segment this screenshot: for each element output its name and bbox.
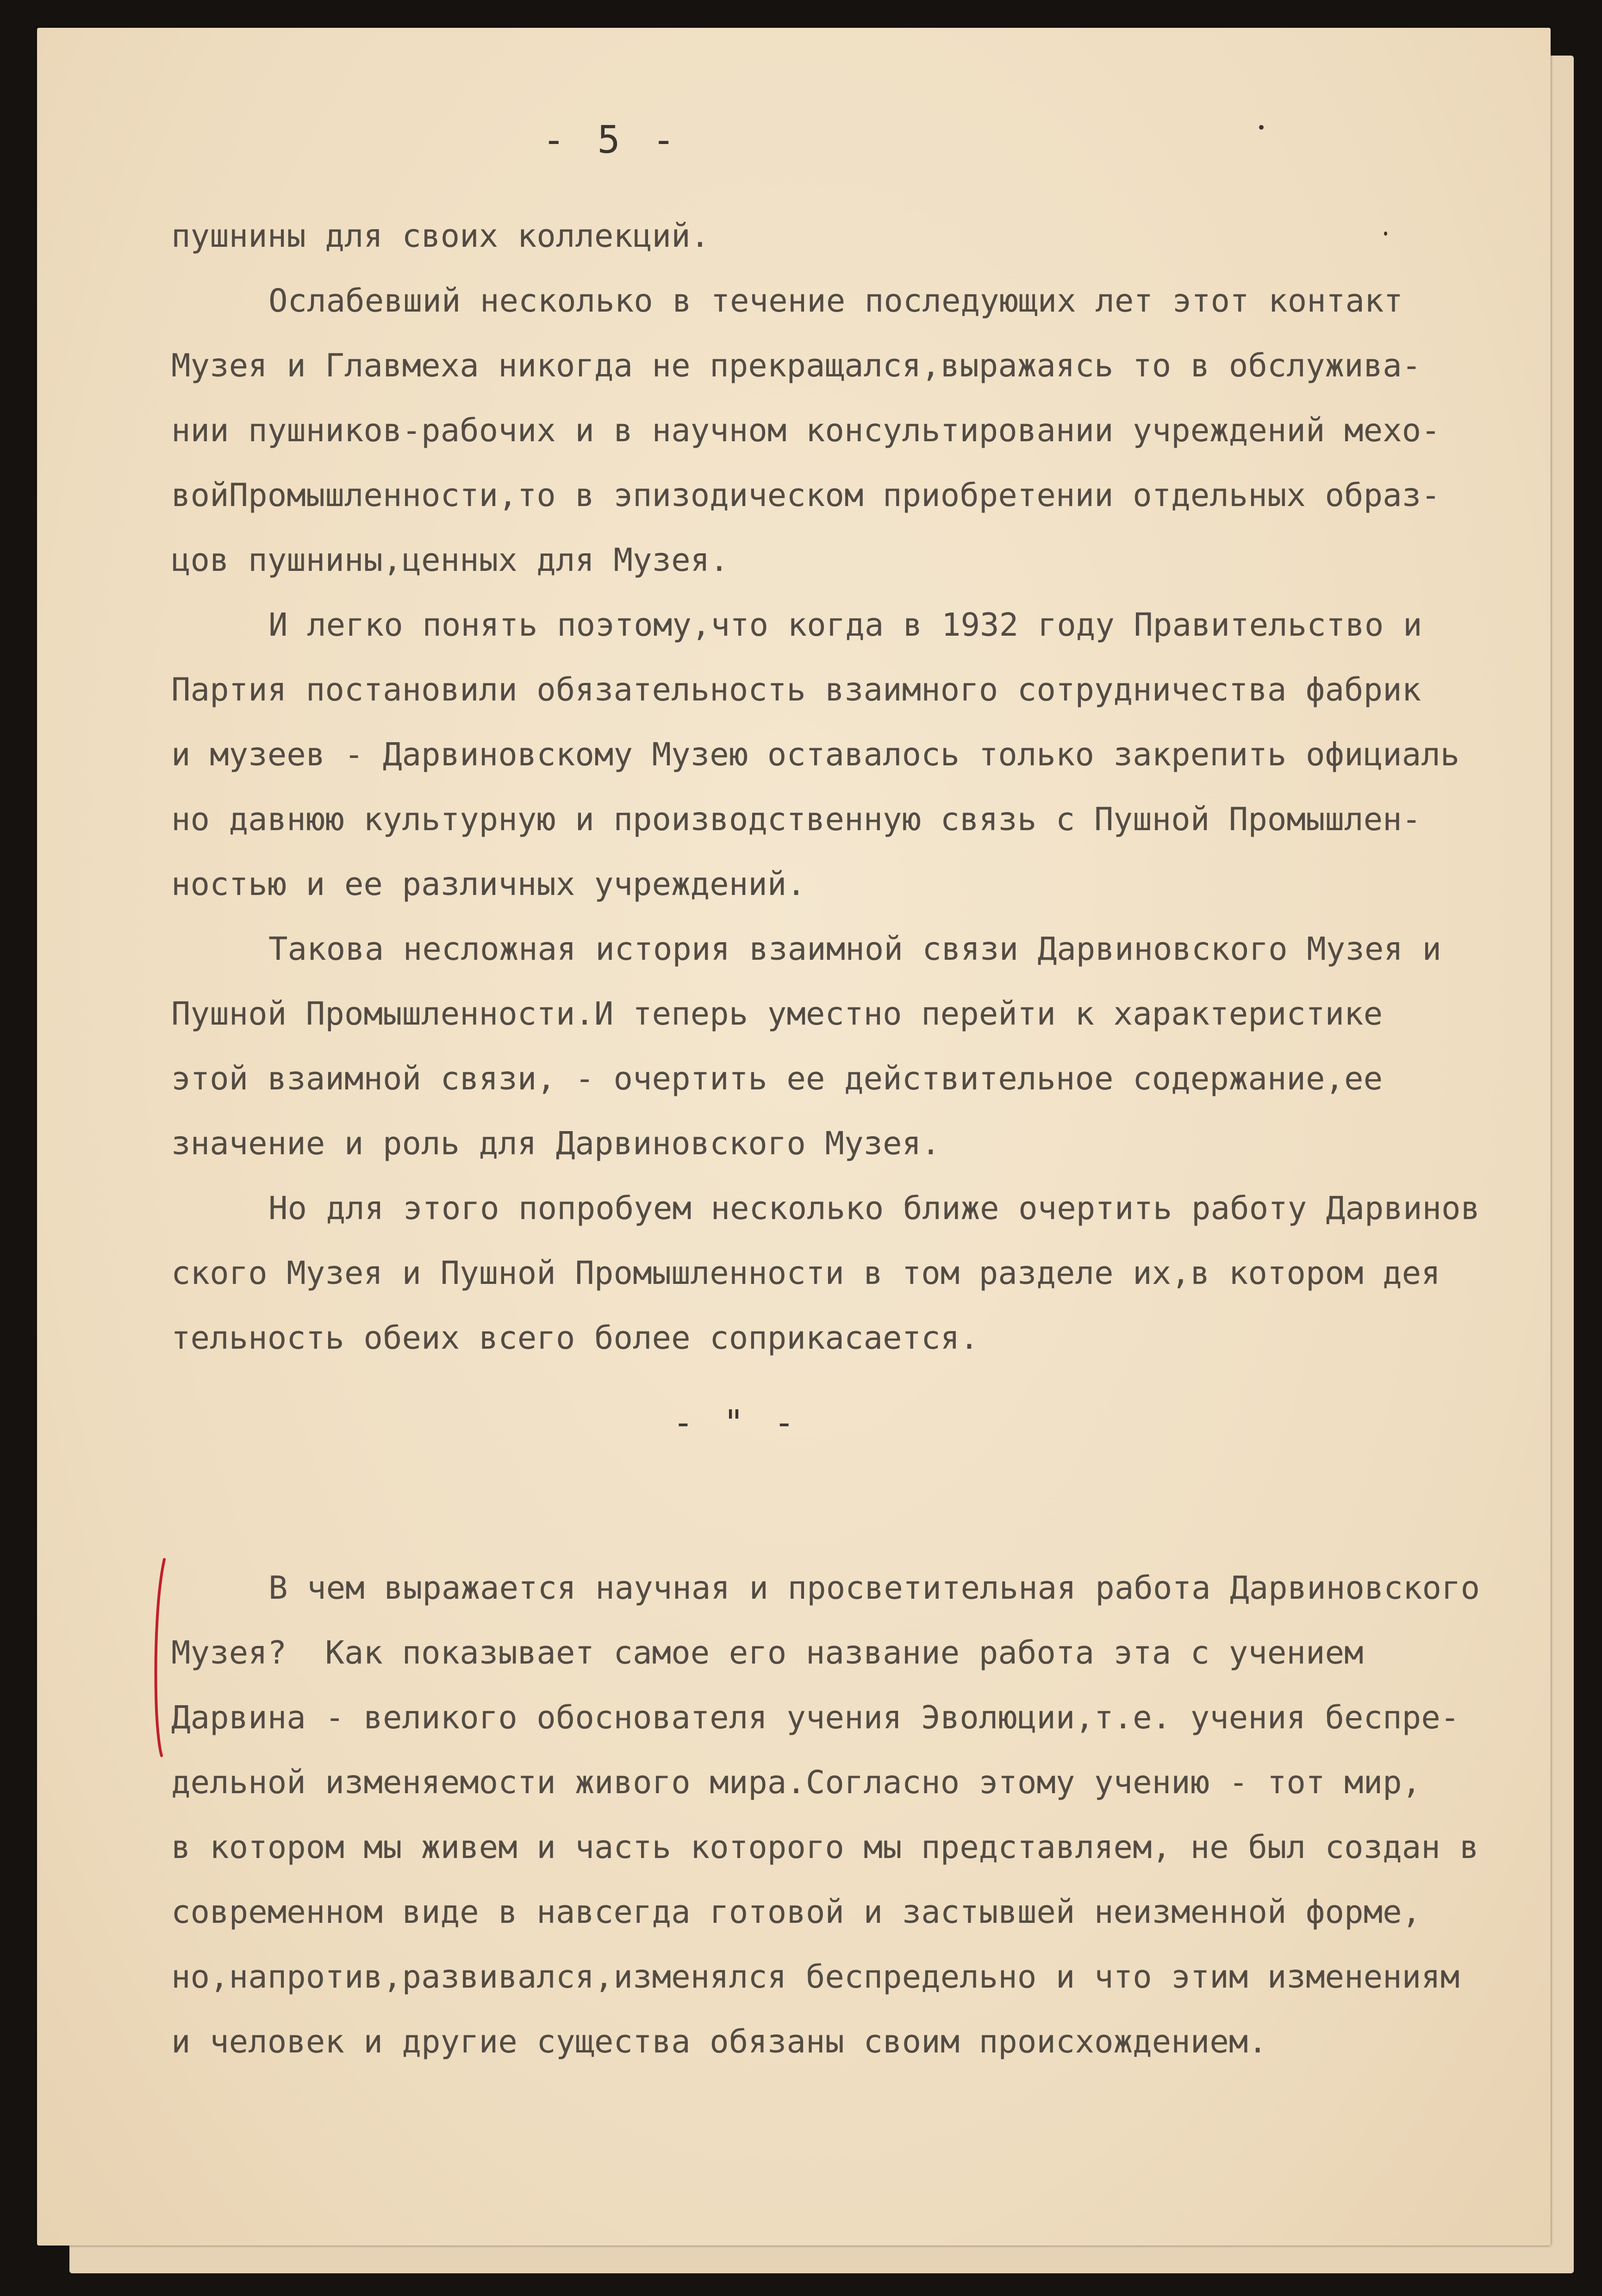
text-line: Музея? Как показывает самое его название работа эта с учением [171,1634,1364,1671]
text-line: Партия постановили обязательность взаимного сотрудничества фабрик [171,671,1421,708]
text-line: Музея и Главмеха никогда не прекращался,выражаясь то в обслужива- [171,347,1421,384]
text-line: пушнины для своих коллекций. [171,218,710,255]
text-line: современном виде в навсегда готовой и застывшей неизменной форме, [171,1894,1421,1931]
text-line: дельной изменяемости живого мира.Согласно этому учению - тот мир, [171,1764,1421,1801]
text-line: ского Музея и Пушной Промышленности в том разделе их,в котором дея [171,1255,1440,1292]
text-line: но давнюю культурную и производственную связь с Пушной Промышлен- [171,801,1421,838]
text-line: значение и роль для Дарвиновского Музея. [171,1125,941,1162]
text-before-section-mark [171,204,1551,1370]
text-line: и человек и другие существа обязаны своим происхождением. [171,2023,1267,2060]
text-line: И легко понять поэтому,что когда в 1932 году Правительство и [268,607,1422,644]
text-line: Дарвина - великого обоснователя учения Эволюции,т.е. учения беспре- [171,1699,1460,1736]
text-line: но,напротив,развивался,изменялся беспредельно и что этим изменениям [171,1958,1460,1996]
red-margin-mark [150,1556,169,1759]
text-line: этой взаимной связи, - очертить ее действительное содержание,ее [171,1060,1383,1097]
text-line: нии пушников-рабочих и в научном консультировании учреждений мехо- [171,412,1440,449]
text-line: тельность обеих всего более соприкасается. [171,1320,979,1357]
text-after-section-mark [171,1556,1551,2074]
text-line: Но для этого попробуем несколько ближе очертить работу Дарвинов [268,1190,1480,1227]
text-line: ностью и ее различных учреждений. [171,866,806,903]
text-line: войПромышленности,то в эпизодическом приобретении отдельных образ- [171,477,1440,514]
text-line: Пушной Промышленности.И теперь уместно перейти к характеристике [171,995,1383,1032]
text-line: Такова несложная история взаимной связи Дарвиновского Музея и [268,931,1442,968]
page-number: - 5 - [542,118,680,162]
text-line: и музеев - Дарвиновскому Музею оставалось только закрепить официаль [171,736,1460,773]
text-line: В чем выражается научная и просветительная работа Дарвиновского [268,1570,1480,1607]
text-line: в котором мы живем и часть которого мы представляем, не был создан в [171,1829,1479,1866]
ink-speck [1259,125,1264,130]
text-line: цов пушнины,ценных для Музея. [171,542,729,579]
text-line: Ослабевший несколько в течение последующих лет этот контакт [268,282,1403,319]
section-divider: - " - [673,1403,799,1443]
